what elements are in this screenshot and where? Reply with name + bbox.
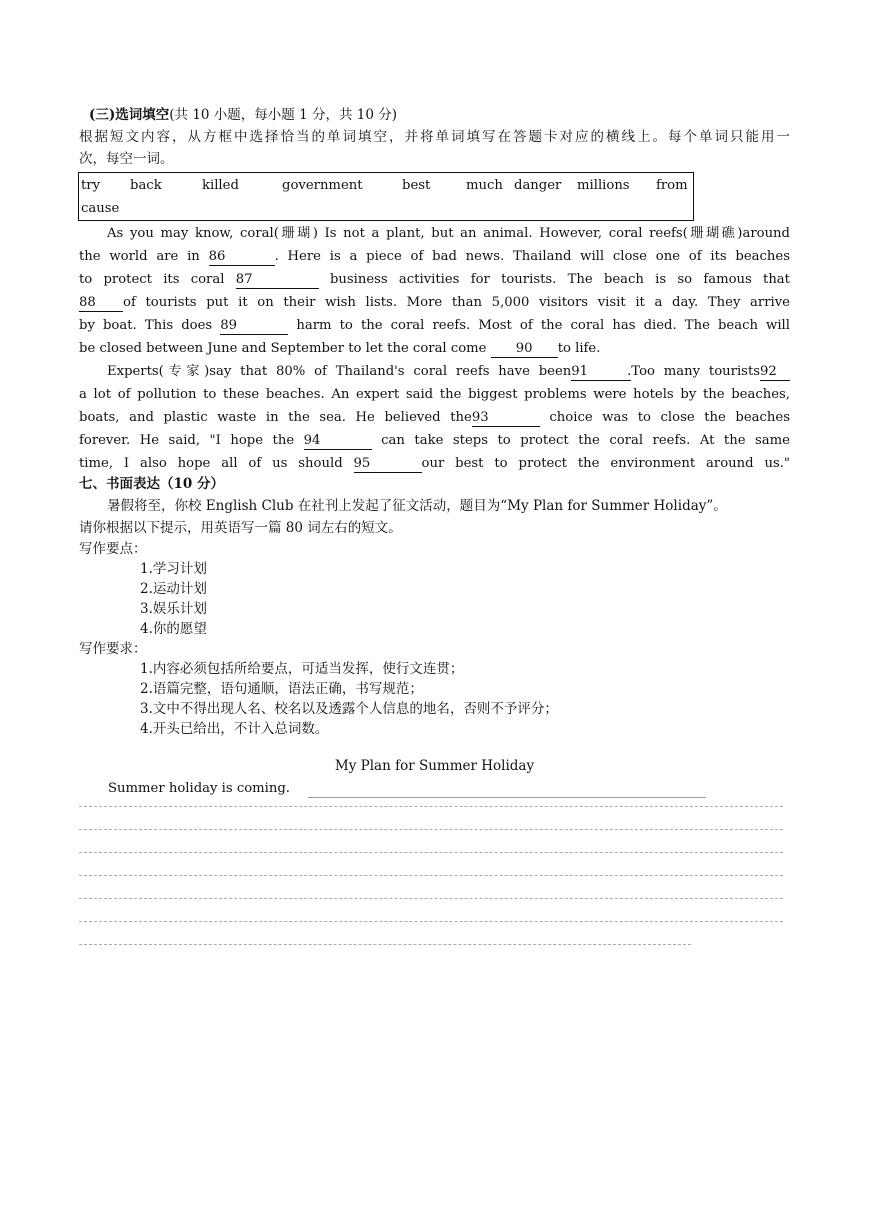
requirements-label: 写作要求： [79, 641, 147, 657]
passage-line [79, 337, 790, 360]
requirement-item: 4.开头已给出，不计入总词数。 [140, 721, 329, 737]
passage-text: to protect its coral [79, 272, 225, 287]
writing-line[interactable] [79, 806, 783, 807]
passage-text: of tourists put it on their wish lists. More than 5,000 visitors visit it a day. They arrive [123, 295, 790, 310]
word-bank-item: cause [81, 201, 120, 216]
passage-text: Experts(专家)say that 80% of Thailand's coral reefs have been [107, 364, 572, 379]
word-bank-item: try [81, 178, 101, 193]
writing-line[interactable] [308, 797, 706, 798]
word-bank-item: from [656, 178, 688, 193]
blank-95[interactable]: 95 [354, 455, 422, 473]
word-bank-item: best [402, 178, 431, 193]
blank-93[interactable]: 93 [472, 409, 540, 427]
requirement-item: 2.语篇完整，语句通顺，语法正确，书写规范； [140, 681, 423, 697]
requirement-item: 1.内容必须包括所给要点，可适当发挥，使行文连贯； [140, 661, 464, 677]
passage-text: time, I also hope all of us should [79, 456, 343, 471]
passage-text: Too many tourists [631, 364, 761, 379]
point-item: 2.运动计划 [140, 581, 207, 597]
blank-87[interactable]: 87 [236, 271, 319, 289]
requirement-item: 3.文中不得出现人名、校名以及透露个人信息的地名，否则不予评分； [140, 701, 558, 717]
blank-86[interactable]: 86 [209, 248, 275, 266]
writing-line[interactable] [79, 898, 783, 899]
blank-90[interactable]: 90 [491, 340, 558, 358]
points-label: 写作要点： [79, 541, 147, 557]
passage-line [79, 406, 790, 429]
passage-text: to life. [557, 341, 601, 356]
passage-text: choice was to close the beaches [549, 410, 790, 425]
point-item: 3.娱乐计划 [140, 601, 207, 617]
writing-line[interactable] [79, 921, 783, 922]
passage-text: . Here is a piece of bad news. Thailand will close one of its beaches [274, 249, 790, 264]
blank-94[interactable]: 94 [304, 432, 372, 450]
passage-text: by boat. This does [79, 318, 213, 333]
passage-line [79, 245, 790, 268]
instruction-line-2: 次，每空一词。 [79, 151, 174, 167]
writing-line[interactable] [79, 829, 783, 830]
essay-start-line [79, 777, 790, 800]
writing-line[interactable] [79, 875, 783, 876]
section7-intro-line-2: 请你根据以下提示，用英语写一篇 80 词左右的短文。 [79, 520, 402, 536]
section3-heading [79, 104, 790, 126]
essay-title: My Plan for Summer Holiday [334, 758, 535, 774]
passage-text: be closed between June and September to let the coral come [79, 341, 487, 356]
passage-line [79, 268, 790, 291]
section7-intro-line-1: 暑假将至，你校 English Club 在社刊上发起了征文活动，题目为“My Plan for Summer Holiday”。 [107, 498, 727, 514]
passage-line: a lot of pollution to these beaches. An expert said the biggest problems were hotels by the beaches, [79, 387, 790, 402]
word-bank-row [81, 174, 693, 197]
word-bank-box [78, 172, 694, 221]
passage-text: can take steps to protect the coral reefs. At the same [381, 433, 790, 448]
section7-heading: 七、书面表达（10 分） [79, 476, 224, 492]
section3-heading-bold: (三)选词填空 [89, 107, 170, 123]
passage-line [79, 452, 790, 475]
word-bank-row [81, 197, 693, 220]
passage-line [79, 360, 790, 383]
point-item: 1.学习计划 [140, 561, 207, 577]
blank-88[interactable]: 88 [79, 294, 123, 312]
essay-start-text: Summer holiday is coming. [108, 781, 291, 796]
word-bank-item: government [282, 178, 363, 193]
word-bank-item: much [466, 178, 503, 193]
word-bank-item: danger [514, 178, 562, 193]
exam-page [79, 104, 790, 800]
passage-text: boats, and plastic waste in the sea. He believed the [79, 410, 472, 425]
blank-89[interactable]: 89 [220, 317, 288, 335]
passage-line [79, 429, 790, 452]
passage-text: the world are in [79, 249, 200, 264]
instruction-line-1: 根据短文内容，从方框中选择恰当的单词填空，并将单词填写在答题卡对应的横线上。每个单词只能用一 [79, 129, 790, 145]
word-bank-item: millions [577, 178, 630, 193]
word-bank-item: killed [202, 178, 239, 193]
word-bank-item: back [130, 178, 162, 193]
passage-line [79, 291, 790, 314]
point-item: 4.你的愿望 [140, 621, 207, 637]
passage-text: harm to the coral reefs. Most of the coral has died. The beach will [296, 318, 790, 333]
section3-heading-rest: (共 10 小题，每小题 1 分，共 10 分) [169, 107, 398, 123]
writing-line[interactable] [79, 944, 691, 945]
passage-text: our best to protect the environment around us." [421, 456, 790, 471]
writing-line[interactable] [79, 852, 783, 853]
passage-line [79, 314, 790, 337]
passage-text: business activities for tourists. The beach is so famous that [329, 272, 790, 287]
blank-92[interactable]: 92 [760, 363, 790, 381]
passage-text: forever. He said, "I hope the [79, 433, 295, 448]
blank-91[interactable]: 91 . [571, 364, 632, 379]
passage-line: As you may know, coral(珊瑚) Is not a plant, but an animal. However, coral reefs(珊瑚礁)around [107, 226, 790, 241]
